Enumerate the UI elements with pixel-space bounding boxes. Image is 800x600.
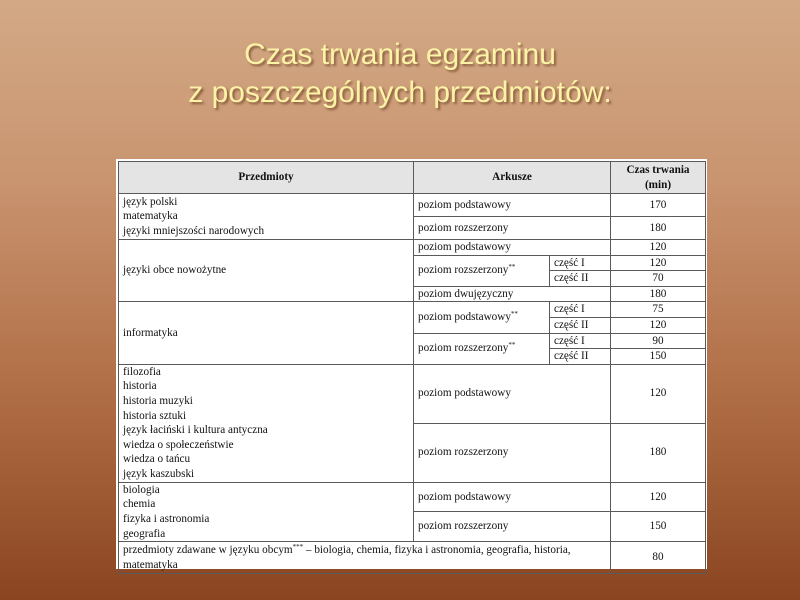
slide-title-line-2: z poszczególnych przedmiotów:	[188, 76, 612, 109]
duration-cell: 180	[611, 217, 706, 240]
duration-cell: 120	[611, 482, 706, 512]
footnote-mark: **	[508, 263, 516, 272]
duration-cell: 170	[611, 194, 706, 217]
foreign-language-subjects-cell	[119, 542, 611, 574]
duration-cell: 150	[611, 512, 706, 542]
sheet-cell: poziom rozszerzony	[414, 423, 611, 482]
sheet-cell: poziom podstawowy	[414, 240, 611, 256]
subject-cell	[119, 194, 414, 240]
subject-name: języki mniejszości narodowych	[123, 224, 265, 237]
sheet-cell: poziom podstawowy	[414, 194, 611, 217]
subject-name: geografia	[123, 527, 166, 540]
header-subjects: Przedmioty	[119, 162, 414, 194]
footnote-mark: ***	[292, 543, 304, 552]
foreign-language-label: przedmioty zdawane w języku obcym	[123, 544, 293, 557]
table-row	[119, 364, 706, 423]
duration-cell: 180	[611, 423, 706, 482]
subject-name: biologia	[123, 483, 160, 496]
sheet-cell: poziom rozszerzony	[414, 512, 611, 542]
table-row	[119, 194, 706, 217]
subject-cell	[119, 482, 414, 541]
footnote-mark: **	[508, 341, 516, 350]
duration-cell: 150	[611, 349, 706, 365]
header-sheets: Arkusze	[414, 162, 611, 194]
part-cell: część II	[550, 317, 611, 333]
subject-cell	[119, 240, 414, 302]
duration-cell: 120	[611, 317, 706, 333]
sheet-cell: poziom podstawowy	[414, 364, 611, 423]
sheet-cell: poziom rozszerzony	[414, 217, 611, 240]
table-row	[119, 240, 706, 256]
exam-duration-table	[118, 161, 706, 574]
sheet-label: poziom rozszerzony	[418, 264, 509, 277]
subject-name: matematyka	[123, 210, 178, 223]
table-row	[119, 542, 706, 574]
duration-cell: 120	[611, 364, 706, 423]
table-header-row	[119, 162, 706, 194]
sheet-label: poziom podstawowy	[418, 311, 511, 324]
sheet-cell	[414, 255, 550, 286]
subject-name: fizyka i astronomia	[123, 512, 210, 525]
duration-cell: 80	[611, 542, 706, 574]
table-row	[119, 302, 706, 318]
subject-name: wiedza o społeczeństwie	[123, 438, 234, 451]
subject-name: język łaciński i kultura antyczna	[123, 424, 268, 437]
subject-name: chemia	[123, 498, 156, 511]
slide-title-line-1: Czas trwania egzaminu	[244, 38, 556, 71]
subject-name: historia	[123, 380, 157, 393]
duration-cell: 120	[611, 240, 706, 256]
part-cell: część I	[550, 302, 611, 318]
duration-cell: 70	[611, 271, 706, 287]
duration-cell: 120	[611, 255, 706, 271]
subject-name: filozofia	[123, 365, 161, 378]
subject-name: historia muzyki	[123, 395, 193, 408]
sheet-cell: poziom dwujęzyczny	[414, 286, 611, 302]
part-cell: część I	[550, 333, 611, 349]
slide-title	[0, 36, 800, 112]
sheet-label: poziom rozszerzony	[418, 342, 509, 355]
duration-cell: 180	[611, 286, 706, 302]
footnote-mark: **	[510, 310, 518, 319]
subject-name: wiedza o tańcu	[123, 453, 191, 466]
header-duration: Czas trwania (min)	[611, 162, 706, 194]
part-cell: część I	[550, 255, 611, 271]
subject-name: informatyka	[123, 326, 178, 339]
subject-cell	[119, 302, 414, 364]
sheet-cell	[414, 333, 550, 364]
subject-name: historia sztuki	[123, 409, 187, 422]
part-cell: część II	[550, 349, 611, 365]
foreign-language-subjects: – biologia, chemia, fizyka i astronomia, geografia, historia, matematyka	[123, 544, 571, 571]
exam-duration-table-container	[116, 159, 707, 569]
duration-cell: 75	[611, 302, 706, 318]
subject-name: języki obce nowożytne	[123, 264, 227, 277]
duration-cell: 90	[611, 333, 706, 349]
part-cell: część II	[550, 271, 611, 287]
subject-name: język kaszubski	[123, 468, 195, 481]
table-row	[119, 482, 706, 512]
subject-name: język polski	[123, 195, 178, 208]
subject-cell	[119, 364, 414, 482]
sheet-cell	[414, 302, 550, 333]
sheet-cell: poziom podstawowy	[414, 482, 611, 512]
